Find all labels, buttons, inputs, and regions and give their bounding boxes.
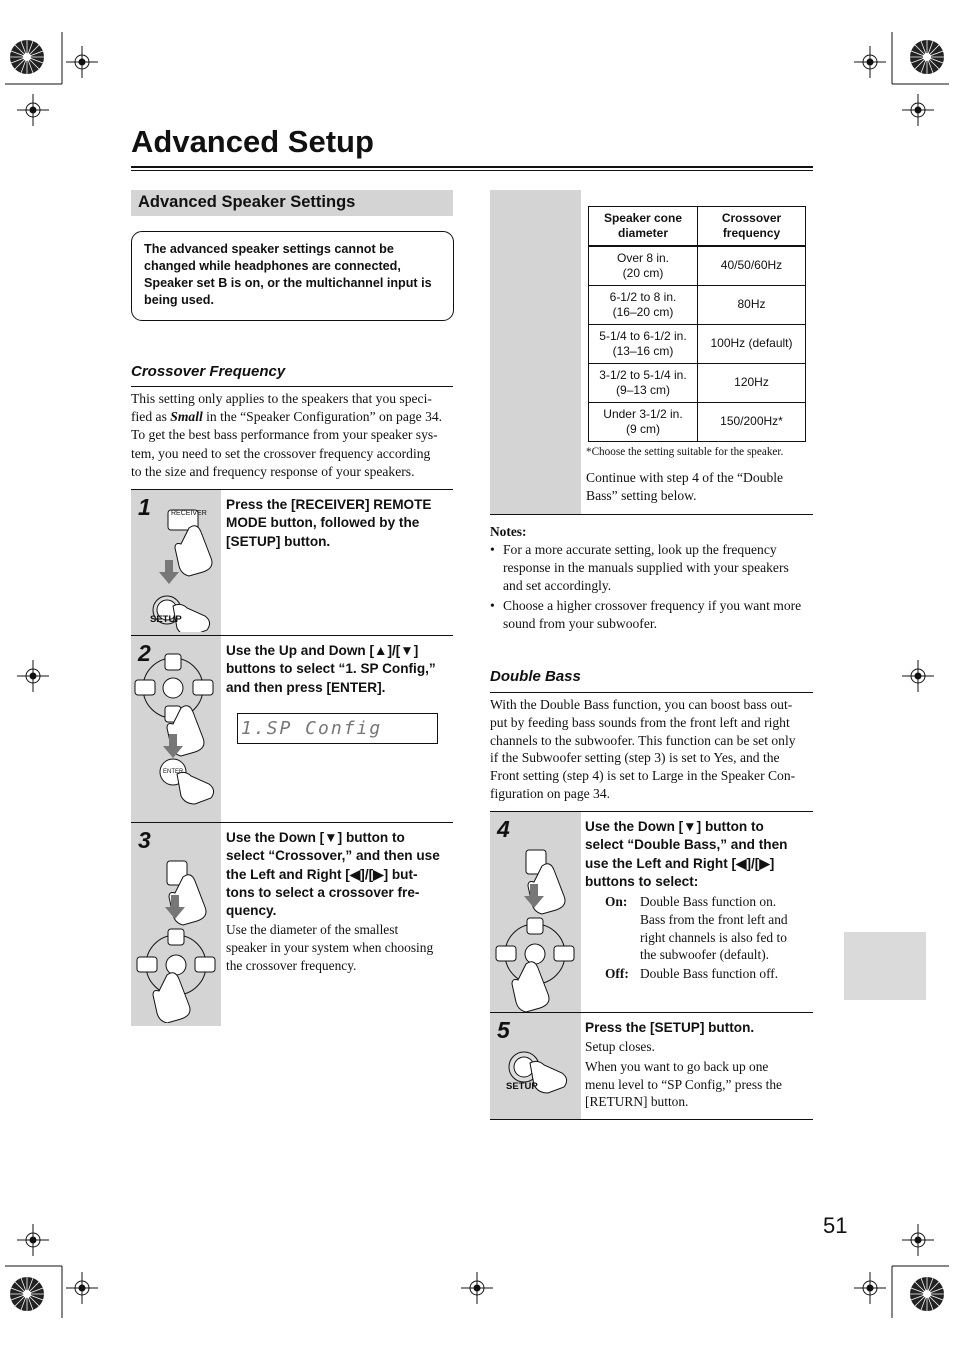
- step-2-number: 2: [138, 640, 151, 666]
- crossover-table: [588, 206, 806, 442]
- left-button-icon: [137, 957, 157, 972]
- step-4-text: Use the Down [▼] button to select “Double Bass,” and then use the Left and Right [◀]/[▶] buttons to select:: [585, 819, 788, 889]
- table-row: [589, 403, 806, 442]
- step-3-line: tons to select a crossover fre-: [226, 884, 420, 900]
- right-button-icon: [193, 680, 213, 695]
- cell-size: 6-1/2 to 8 in. (16–20 cm): [589, 286, 698, 325]
- down-left-right-buttons-illustration: [131, 853, 221, 1023]
- intro-line-2-post: in the “Speaker Configuration” on page 34.: [202, 409, 443, 425]
- crossover-intro: [131, 390, 461, 481]
- crossover-heading: Crossover Frequency: [131, 363, 286, 380]
- table-side-panel: [490, 190, 581, 514]
- receiver-setup-buttons-illustration: [143, 502, 223, 632]
- display-text: 1.SP Config: [241, 718, 383, 739]
- table-header-row: [589, 207, 806, 247]
- table-continue-note: [586, 469, 811, 505]
- page-number: 51: [823, 1213, 848, 1238]
- down-left-right-buttons-illustration: [490, 842, 580, 1012]
- step-3-note-line: Use the diameter of the smallest: [226, 922, 399, 937]
- cell-frequency: 40/50/60Hz: [698, 246, 806, 286]
- step-3-note-line: the crossover frequency.: [226, 957, 357, 973]
- chapter-tab: [844, 932, 926, 1000]
- note-item: • For a more accurate setting, look up the frequency response in the manuals supplied with your speakers and set accordingly.: [490, 542, 789, 593]
- step-1-line: Press the [RECEIVER] REMOTE: [226, 497, 432, 512]
- step-5-text: Press the [SETUP] button.: [585, 1020, 755, 1035]
- cell-size: Under 3-1/2 in. (9 cm): [589, 403, 698, 442]
- page-title: Advanced Setup: [131, 124, 374, 159]
- intro-line-1: This setting only applies to the speakers that you speci-: [131, 391, 432, 406]
- step-1-line: [SETUP] button.: [226, 533, 331, 549]
- enter-button-label: ENTER: [163, 769, 184, 775]
- cell-size: 5-1/4 to 6-1/2 in. (13–16 cm): [589, 325, 698, 364]
- intro-line-2-pre: fied as: [131, 409, 171, 425]
- setup-button-label: SETUP: [506, 1081, 538, 1092]
- step-1-line: MODE button, followed by the: [226, 515, 420, 531]
- section-header: [131, 190, 453, 216]
- receiver-button-label: RECEIVER: [171, 510, 207, 517]
- step-2-line: and then press [ENTER].: [226, 679, 386, 695]
- double-bass-heading: Double Bass: [490, 668, 581, 685]
- step-3-line: the Left and Right [◀]/[▶] but-: [226, 866, 418, 882]
- step-3-note: [226, 921, 458, 974]
- note-item: • Choose a higher crossover frequency if you want more sound from your subwoofer.: [490, 598, 802, 632]
- title-rule: [131, 166, 813, 168]
- cell-size: 3-1/2 to 5-1/4 in. (9–13 cm): [589, 364, 698, 403]
- setup-button-illustration: [502, 1045, 582, 1105]
- cell-frequency: 100Hz (default): [698, 325, 806, 364]
- step-3: [131, 822, 453, 1026]
- enter-button-icon: [163, 678, 183, 698]
- step-3-text: [226, 829, 440, 920]
- double-bass-rule: [490, 692, 813, 693]
- step-3-number: 3: [138, 827, 151, 853]
- header-crossover-frequency: Crossover frequency: [698, 207, 806, 247]
- step-1: [131, 489, 453, 635]
- notes-list: [490, 541, 820, 633]
- step-2-text: [226, 642, 436, 697]
- intro-line-4: tem, you need to set the crossover frequency according: [131, 445, 431, 461]
- step-3-note-line: speaker in your system when choosing: [226, 939, 434, 955]
- step-4-number: 4: [497, 816, 510, 842]
- step-1-text: [226, 496, 431, 551]
- step-5-number: 5: [497, 1017, 510, 1043]
- table-row: [589, 246, 806, 286]
- double-bass-intro: With the Double Bass function, you can boost bass out- put by feeding bass sounds from the front left and right channels to the subwoofer. This function can be set only if the Subwoofer setting (step 3) is set to Yes, and the Front setting (step 4) is set to Large in the Speaker Con- figuration on page 34.: [490, 697, 796, 801]
- warning-box: The advanced speaker settings cannot be changed while headphones are connected, Speaker set B is on, or the multichannel input is being used.: [131, 231, 454, 321]
- up-button-icon: [165, 654, 181, 670]
- step-5-note: Setup closes. When you want to go back up one menu level to “SP Config,” press the [RETURN] button.: [585, 1039, 782, 1110]
- step-3-line: select “Crossover,” and then use: [226, 848, 440, 864]
- step-3-line: Use the Down [▼] button to: [226, 830, 405, 845]
- setup-button-label: SETUP: [150, 614, 182, 625]
- step-5: [490, 1012, 813, 1120]
- section-title: Advanced Speaker Settings: [138, 193, 356, 211]
- crossover-rule: [131, 386, 453, 387]
- table-row: [589, 364, 806, 403]
- cell-frequency: 150/200Hz*: [698, 403, 806, 442]
- cursor-enter-buttons-illustration: [131, 648, 221, 818]
- display-readout: [237, 713, 438, 744]
- option-off-label: Off:: [605, 966, 629, 981]
- continue-line: Continue with step 4 of the “Double: [586, 470, 784, 485]
- header-cone-diameter: Speaker cone diameter: [589, 207, 698, 247]
- table-footnote: *Choose the setting suitable for the speaker.: [586, 446, 784, 458]
- step-3-line: quency.: [226, 903, 277, 919]
- step-2-line: Use the Up and Down [▲]/[▼]: [226, 643, 419, 658]
- notes-heading: Notes:: [490, 524, 527, 539]
- table-bottom-rule: [490, 514, 813, 515]
- intro-small-term: Small: [170, 409, 203, 425]
- option-on-text: Double Bass function on. Bass from the front left and right channels is also fed to the subwoofer (default).: [640, 894, 788, 963]
- right-button-icon: [195, 957, 215, 972]
- table-row: [589, 286, 806, 325]
- step-2-line: buttons to select “1. SP Config,”: [226, 661, 436, 677]
- intro-line-3: To get the best bass performance from your speaker sys-: [131, 427, 438, 443]
- option-off-text: Double Bass function off.: [640, 966, 779, 981]
- intro-line-5: to the size and frequency response of your speakers.: [131, 463, 415, 479]
- step-4: [490, 811, 813, 1012]
- left-button-icon: [135, 680, 155, 695]
- cell-frequency: 80Hz: [698, 286, 806, 325]
- continue-line: Bass” setting below.: [586, 488, 697, 504]
- cell-size: Over 8 in. (20 cm): [589, 246, 698, 286]
- intro-line-2: [131, 408, 461, 426]
- table-row: [589, 325, 806, 364]
- title-rule-thin: [131, 170, 813, 171]
- step-1-number: 1: [138, 494, 151, 520]
- option-on-label: On:: [605, 894, 628, 909]
- cell-frequency: 120Hz: [698, 364, 806, 403]
